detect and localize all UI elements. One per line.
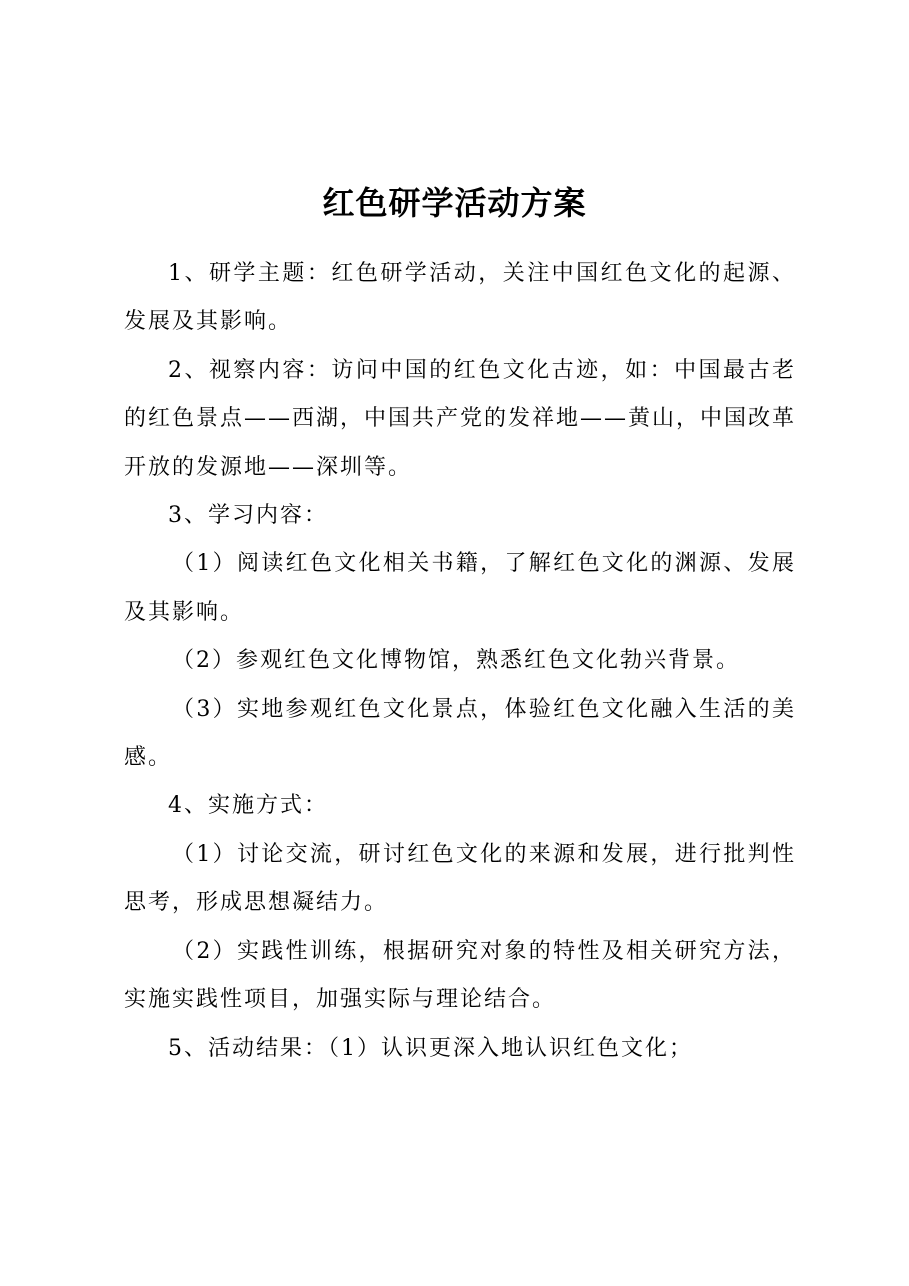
document-title: 红色研学活动方案 xyxy=(322,184,587,223)
paragraph-implementation-heading: 4、实施方式： xyxy=(168,793,328,819)
paragraph-learning-content-heading: 3、学习内容： xyxy=(168,503,328,529)
paragraph-inspection-content: 2、视察内容：访问中国的红色文化古迹，如：中国最古老的红色景点——西湖，中国共产党的发祥地——黄山，中国改革开放的发源地——深圳等。 xyxy=(124,357,797,480)
document-body xyxy=(124,250,796,1073)
paragraph-activity-results: 5、活动结果：（1）认识更深入地认识红色文化； xyxy=(168,1035,693,1061)
paragraph-learning-item-3: （3）实地参观红色文化景点，体验红色文化融入生活的美感。 xyxy=(124,696,796,771)
paragraph-research-theme: 1、研学主题：红色研学活动，关注中国红色文化的起源、发展及其影响。 xyxy=(124,261,796,335)
paragraph-learning-item-1: （1）阅读红色文化相关书籍，了解红色文化的渊源、发展及其影响。 xyxy=(124,551,796,625)
paragraph-implementation-item-2: （2）实践性训练，根据研究对象的特性及相关研究方法，实施实践性项目，加强实际与理论结合。 xyxy=(124,938,796,1013)
paragraph-learning-item-2: （2）参观红色文化博物馆，熟悉红色文化勃兴背景。 xyxy=(172,648,740,674)
paragraph-implementation-item-1: （1）讨论交流，研讨红色文化的来源和发展，进行批判性思考，形成思想凝结力。 xyxy=(124,841,796,916)
